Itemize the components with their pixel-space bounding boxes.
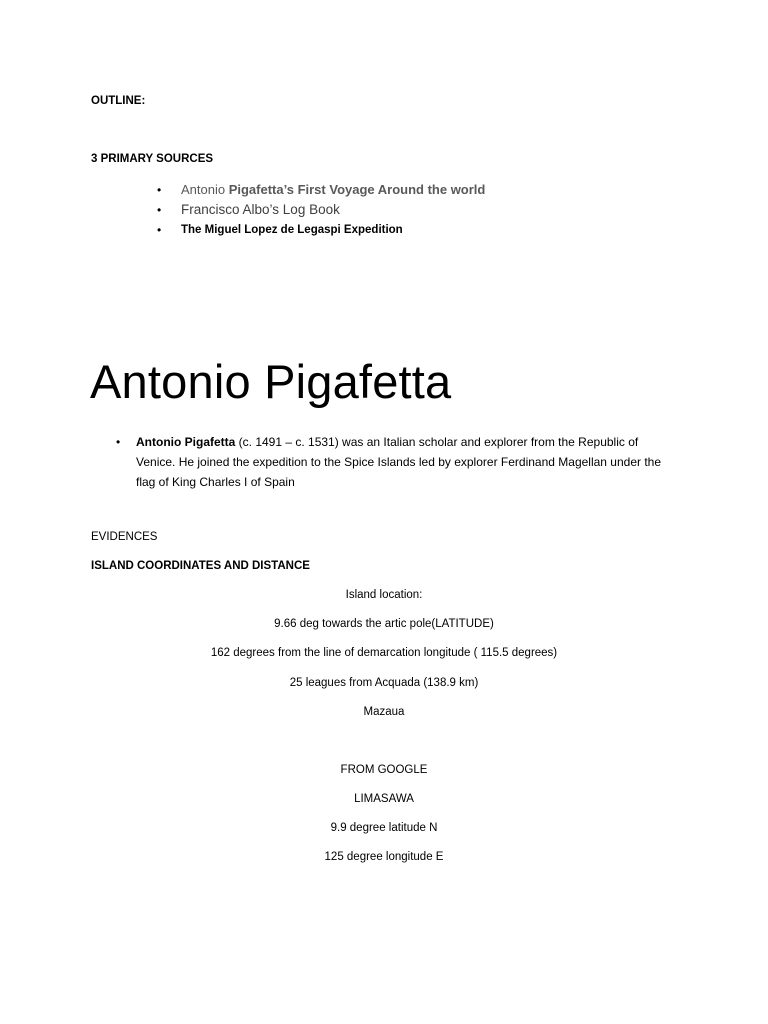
source-3-title: The Miguel Lopez de Legaspi Expedition — [181, 224, 403, 236]
source-1-title: Pigafetta’s First Voyage Around the world — [228, 182, 486, 197]
section-heading: Antonio Pigafetta — [90, 355, 452, 408]
source-1-lead: Antonio — [181, 182, 229, 197]
bio-description: (c. 1491 – c. 1531) was an Italian scholar and explorer from the Republic of Venice. He joined the expedition to the Spice Islands led by explorer Ferdinand Magellan under the flag of King Charles I of Spain — [136, 435, 662, 489]
distance-text: 25 leagues from Acquada (138.9 km) — [289, 677, 479, 689]
outline-label: OUTLINE: — [91, 95, 146, 107]
bio-list-item — [116, 432, 676, 492]
google-longitude: 125 degree longitude E — [324, 851, 444, 863]
bullet-icon: • — [157, 203, 162, 217]
bio-paragraph — [136, 432, 676, 492]
longitude-text: 162 degrees from the line of demarcation longitude ( 115.5 degrees) — [210, 647, 558, 659]
bullet-icon: • — [157, 183, 162, 197]
island-name: Mazaua — [363, 706, 405, 718]
google-place: LIMASAWA — [354, 793, 414, 805]
primary-sources-label: 3 PRIMARY SOURCES — [91, 153, 214, 165]
island-location-label: Island location: — [345, 589, 423, 601]
bio-subject: Antonio Pigafetta — [136, 435, 236, 449]
bullet-icon: • — [157, 223, 162, 237]
latitude-text: 9.66 deg towards the artic pole(LATITUDE) — [274, 618, 494, 630]
evidences-label: EVIDENCES — [91, 531, 158, 543]
google-label: FROM GOOGLE — [340, 764, 428, 776]
coordinates-heading: ISLAND COORDINATES AND DISTANCE — [91, 560, 310, 572]
bullet-icon: • — [116, 435, 121, 449]
source-2-title: Francisco Albo’s Log Book — [181, 202, 340, 217]
google-latitude: 9.9 degree latitude N — [330, 822, 438, 834]
